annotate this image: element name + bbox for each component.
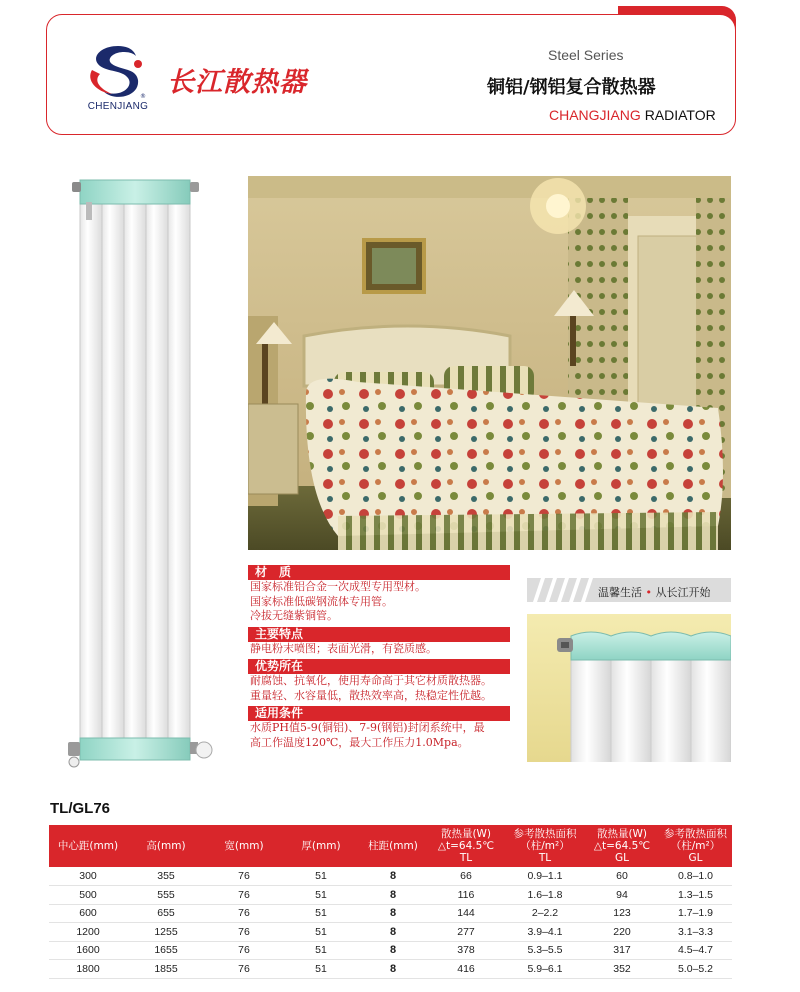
feature-line: 国家标准低碳钢流体专用管。 (250, 594, 393, 608)
table-cell: 220 (585, 923, 659, 942)
header-line: 柱距(mm) (368, 840, 418, 852)
header-line: GL (615, 852, 629, 864)
feature-line: 高工作温度120℃，最大工作压力1.0Mpa。 (250, 735, 469, 749)
col-header-width (205, 825, 283, 867)
col-header-area-tl (505, 825, 585, 867)
table-cell: 51 (283, 867, 359, 886)
table-cell: 8 (359, 904, 427, 923)
header-line: （柱/m²） (670, 840, 721, 852)
table-cell: 1855 (127, 960, 205, 979)
table-row (49, 867, 732, 886)
radiator-product-image (66, 176, 216, 770)
feature-heading-characteristics: 主要特点 (248, 627, 510, 642)
header-line: 宽(mm) (224, 840, 264, 852)
feature-heading-advantages: 优势所在 (248, 659, 510, 674)
feature-line: 冷拔无缝紫铜管。 (250, 609, 338, 622)
header-corner-mask (617, 18, 721, 62)
series-title: 铜铝/钢铝复合散热器 (487, 77, 656, 98)
table-cell: 500 (49, 886, 127, 905)
table-cell: 94 (585, 886, 659, 905)
table-cell: 1.6–1.8 (505, 886, 585, 905)
header-line: 高(mm) (146, 840, 186, 852)
feature-list (248, 565, 510, 750)
table-cell: 1200 (49, 923, 127, 942)
table-cell: 51 (283, 960, 359, 979)
subtitle-product: RADIATOR (644, 107, 716, 123)
table-cell: 4.5–4.7 (659, 941, 732, 960)
table-cell: 2–2.2 (505, 904, 585, 923)
table-cell: 600 (49, 904, 127, 923)
table-row (49, 941, 732, 960)
table-cell: 1655 (127, 941, 205, 960)
table-cell: 5.0–5.2 (659, 960, 732, 979)
slogan (598, 584, 711, 600)
series-en: Steel Series (548, 47, 624, 63)
table-cell: 116 (427, 886, 505, 905)
table-cell: 1600 (49, 941, 127, 960)
table-cell: 0.9–1.1 (505, 867, 585, 886)
table-cell: 144 (427, 904, 505, 923)
table-cell: 51 (283, 941, 359, 960)
header-line: △t=64.5℃ (593, 840, 651, 852)
svg-text:®: ® (140, 93, 146, 100)
spec-table (49, 825, 732, 979)
table-cell: 5.3–5.5 (505, 941, 585, 960)
header-line: 散热量(W) (440, 828, 492, 840)
table-cell: 8 (359, 886, 427, 905)
table-cell: 51 (283, 904, 359, 923)
table-cell: 378 (427, 941, 505, 960)
table-cell: 555 (127, 886, 205, 905)
header-line: TL (538, 852, 552, 864)
col-header-thickness (283, 825, 359, 867)
col-header-heat-output-tl (427, 825, 505, 867)
col-header-center-distance (49, 825, 127, 867)
table-cell: 317 (585, 941, 659, 960)
table-row (49, 960, 732, 979)
table-cell: 76 (205, 960, 283, 979)
table-cell: 5.9–6.1 (505, 960, 585, 979)
table-cell: 1800 (49, 960, 127, 979)
table-cell: 655 (127, 904, 205, 923)
col-header-column-spacing (359, 825, 427, 867)
table-cell: 355 (127, 867, 205, 886)
brand-cn: 长江散热器 (167, 67, 307, 98)
col-header-height (127, 825, 205, 867)
table-cell: 3.9–4.1 (505, 923, 585, 942)
table-cell: 8 (359, 867, 427, 886)
table-cell: 8 (359, 923, 427, 942)
feature-line: 耐腐蚀、抗氧化，使用寿命高于其它材质散热器。 (250, 674, 492, 687)
table-cell: 76 (205, 904, 283, 923)
col-header-heat-output-gl (585, 825, 659, 867)
radiator-detail-photo (527, 614, 731, 762)
feature-line: 静电粉末喷图；表面光滑，有瓷质感。 (250, 641, 437, 655)
header-line: GL (688, 852, 703, 864)
col-header-area-gl (659, 825, 732, 867)
header-line: 厚(mm) (301, 840, 341, 852)
brand-en: CHENJIANG (87, 101, 149, 112)
feature-line: 重量轻、水容量低，散热效率高，热稳定性优越。 (250, 688, 492, 702)
header-line: （柱/m²） (520, 840, 570, 852)
table-header-row (49, 825, 732, 867)
header-line: 参考散热面积 (513, 828, 577, 840)
feature-heading-conditions: 适用条件 (248, 706, 510, 721)
feature-heading-material: 材 质 (248, 565, 510, 580)
table-cell: 416 (427, 960, 505, 979)
table-cell: 76 (205, 886, 283, 905)
table-cell: 60 (585, 867, 659, 886)
table-cell: 8 (359, 960, 427, 979)
table-cell: 51 (283, 923, 359, 942)
header-line: 参考散热面积 (664, 828, 727, 840)
table-cell: 1.3–1.5 (659, 886, 732, 905)
table-cell: 76 (205, 867, 283, 886)
table-row (49, 886, 732, 905)
table-cell: 123 (585, 904, 659, 923)
header-line: 中心距(mm) (57, 840, 119, 852)
header-line: 散热量(W) (596, 828, 648, 840)
feature-line: 水质PH值5-9(铜铝)、7-9(钢铝)封闭系统中，最 (250, 721, 485, 734)
table-cell: 76 (205, 923, 283, 942)
model-title: TL/GL76 (50, 800, 111, 817)
subtitle-brand: CHANGJIANG (549, 107, 641, 123)
table-cell: 3.1–3.3 (659, 923, 732, 942)
table-cell: 1255 (127, 923, 205, 942)
table-cell: 300 (49, 867, 127, 886)
table-cell: 277 (427, 923, 505, 942)
table-cell: 1.7–1.9 (659, 904, 732, 923)
slogan-right: 从长江开始 (655, 586, 711, 599)
table-cell: 352 (585, 960, 659, 979)
header-line: TL (459, 852, 473, 864)
bedroom-photo (248, 176, 731, 550)
table-row (49, 904, 732, 923)
table-cell: 66 (427, 867, 505, 886)
slogan-dot: • (645, 586, 652, 599)
table-cell: 51 (283, 886, 359, 905)
feature-line: 国家标准铝合金一次成型专用型材。 (250, 580, 426, 593)
table-cell: 76 (205, 941, 283, 960)
table-row (49, 923, 732, 942)
table-cell: 8 (359, 941, 427, 960)
header-line: △t=64.5℃ (437, 840, 495, 852)
table-cell: 0.8–1.0 (659, 867, 732, 886)
slogan-left: 温馨生活 (598, 586, 642, 599)
series-subtitle (549, 107, 716, 123)
